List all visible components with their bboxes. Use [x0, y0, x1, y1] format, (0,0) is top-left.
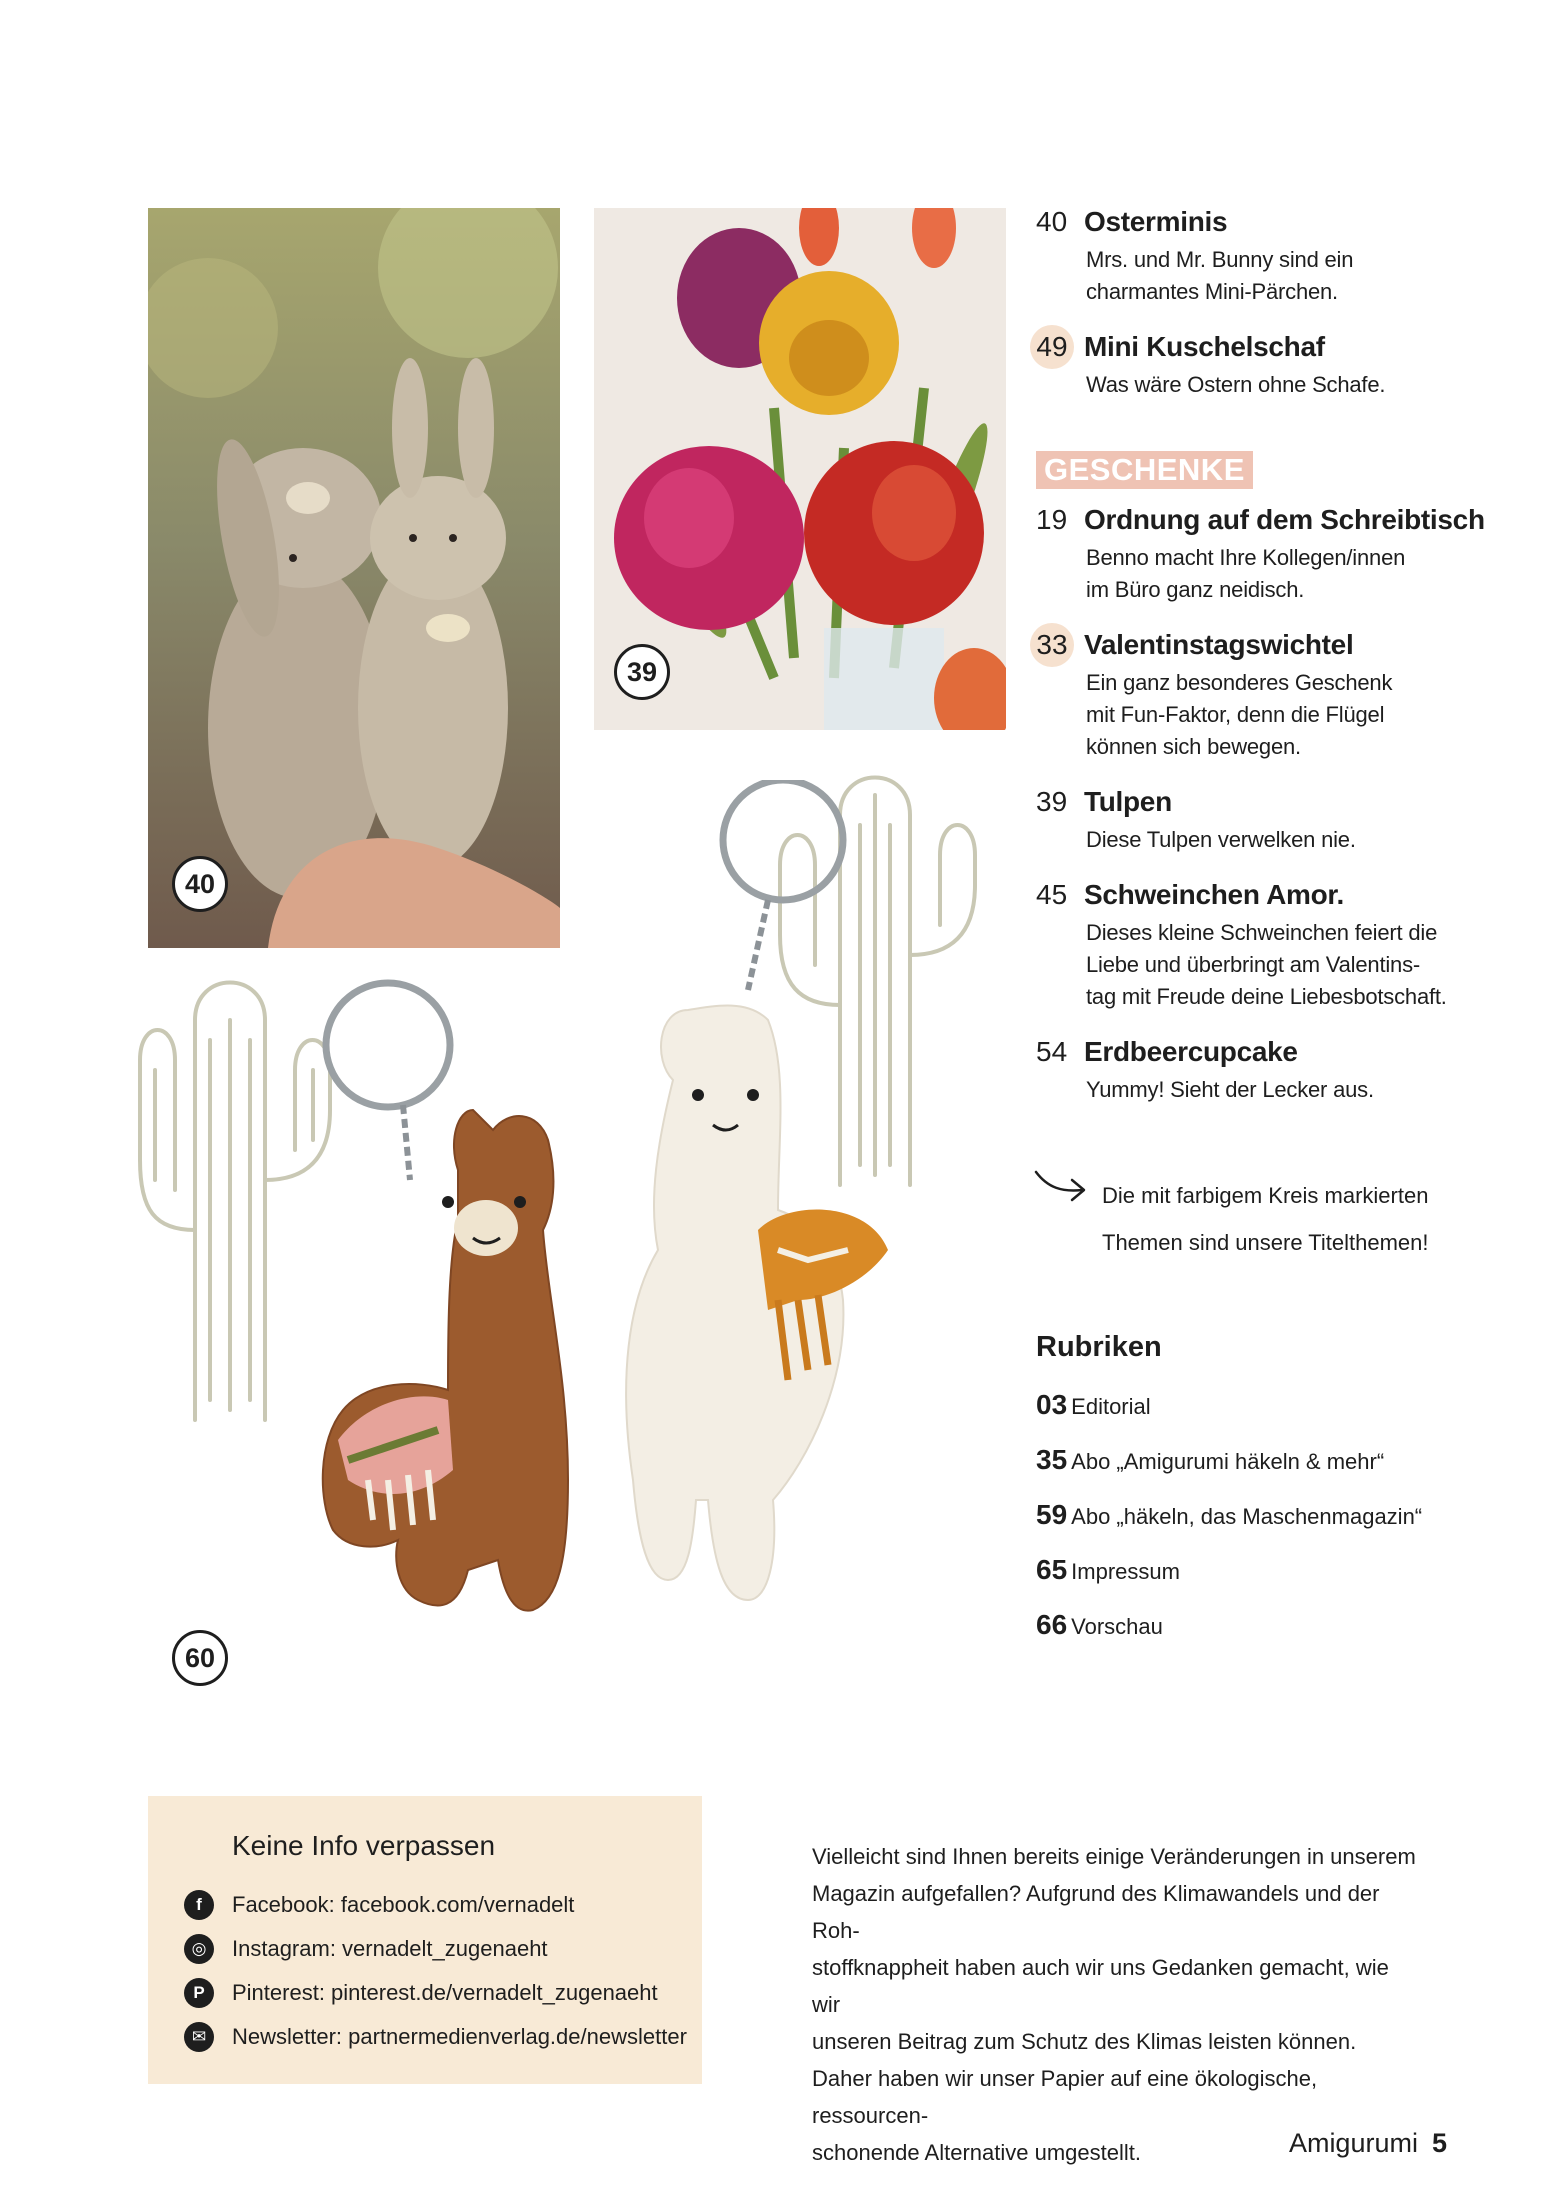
social-info-box: [148, 1796, 702, 2084]
toc-title: Schweinchen Amor.: [1084, 879, 1344, 910]
toc-description: Ein ganz besonderes Geschenk mit Fun-Faktor, denn die Flügel können sich bewegen.: [1086, 670, 1393, 759]
rubrik-item-abo-haekeln[interactable]: 59 Abo „häkeln, das Maschenmagazin“: [1036, 1499, 1423, 1530]
toc-entry-osterminis[interactable]: [1036, 200, 1516, 308]
newsletter-link[interactable]: ✉ Newsletter: partnermedienverlag.de/newsletter: [184, 2022, 687, 2052]
page-number: 5: [1431, 2128, 1447, 2158]
rubrik-item-vorschau[interactable]: 66 Vorschau: [1036, 1609, 1163, 1640]
page-footer: [1289, 2128, 1447, 2159]
toc-title: Osterminis: [1084, 206, 1228, 237]
mail-icon: ✉: [184, 2022, 214, 2052]
toc-description: Benno macht Ihre Kollegen/innen im Büro ganz neidisch.: [1086, 545, 1406, 602]
toc-number: 19: [1036, 504, 1068, 535]
magazine-name: Amigurumi: [1288, 2128, 1418, 2158]
toc-entry-ordnung[interactable]: [1036, 498, 1516, 606]
facebook-icon: f: [184, 1890, 214, 1920]
rubrik-item-editorial[interactable]: 03 Editorial: [1036, 1389, 1151, 1420]
toc-number-circled: 33: [1030, 623, 1074, 667]
toc-number: 45: [1036, 879, 1068, 910]
toc-entry-erdbeercupcake[interactable]: [1036, 1030, 1516, 1106]
tulips-badge: 39: [614, 644, 670, 700]
toc-title: Tulpen: [1084, 786, 1172, 817]
toc-description: Mrs. und Mr. Bunny sind ein charmantes Mini-Pärchen.: [1086, 247, 1354, 304]
toc-title: Valentinstagswichtel: [1084, 629, 1354, 660]
facebook-link[interactable]: f Facebook: facebook.com/vernadelt: [184, 1890, 574, 1920]
toc-description: Dieses kleine Schweinchen feiert die Liebe und überbringt am Valentins- tag mit Freude deine Liebesbotschaft.: [1086, 920, 1447, 1009]
toc-description: Was wäre Ostern ohne Schafe.: [1086, 372, 1386, 397]
rubrik-item-impressum[interactable]: 65 Impressum: [1036, 1554, 1180, 1585]
toc-entry-tulpen[interactable]: [1036, 780, 1516, 856]
toc-entry-valentinstagswichtel[interactable]: [1036, 623, 1516, 763]
tulips-photo: [594, 208, 1006, 730]
toc-number: 40: [1036, 206, 1068, 237]
climate-paragraph: Vielleicht sind Ihnen bereits einige Veränderungen in unserem Magazin aufgefallen? Aufgrund des Klimawandels und der Roh- stoffknappheit haben auch wir uns Gedanken gemacht, wie wir unseren Beitrag zum Schutz des Klimas leisten können. Daher haben wir unser Papier auf eine ökologische, ressourcen- schonende Alternative umgestellt.: [812, 1844, 1416, 2165]
toc-title: Ordnung auf dem Schreibtisch: [1084, 504, 1485, 535]
llamas-badge: 60: [172, 1630, 228, 1686]
toc-number: 54: [1036, 1036, 1068, 1067]
pinterest-icon: P: [184, 1978, 214, 2008]
toc-entry-schweinchen-amor[interactable]: [1036, 873, 1516, 1013]
section-tag-geschenke: GESCHENKE: [1036, 451, 1253, 489]
arrow-icon: [1032, 1166, 1092, 1206]
title-theme-note-line2: Themen sind unsere Titelthemen!: [1102, 1230, 1429, 1255]
toc-description: Yummy! Sieht der Lecker aus.: [1086, 1077, 1374, 1102]
toc-number: 39: [1036, 786, 1068, 817]
rubriken-heading: Rubriken: [1036, 1331, 1162, 1363]
instagram-link[interactable]: ◎ Instagram: vernadelt_zugenaeht: [184, 1934, 548, 1964]
title-theme-note-line1: Die mit farbigem Kreis markierten: [1102, 1183, 1429, 1208]
llamas-photo: [148, 780, 948, 1780]
pinterest-link[interactable]: P Pinterest: pinterest.de/vernadelt_zugenaeht: [184, 1978, 658, 2008]
info-box-title: Keine Info verpassen: [232, 1830, 496, 1861]
toc-title: Mini Kuschelschaf: [1084, 331, 1325, 362]
bunnies-badge: 40: [172, 856, 228, 912]
toc-description: Diese Tulpen verwelken nie.: [1086, 827, 1356, 852]
rubrik-item-abo-amigurumi[interactable]: 35 Abo „Amigurumi häkeln & mehr“: [1036, 1444, 1385, 1475]
instagram-icon: ◎: [184, 1934, 214, 1964]
toc-number-circled: 49: [1030, 325, 1074, 369]
toc-title: Erdbeercupcake: [1084, 1036, 1298, 1067]
toc-entry-mini-kuschelschaf[interactable]: [1036, 325, 1516, 401]
